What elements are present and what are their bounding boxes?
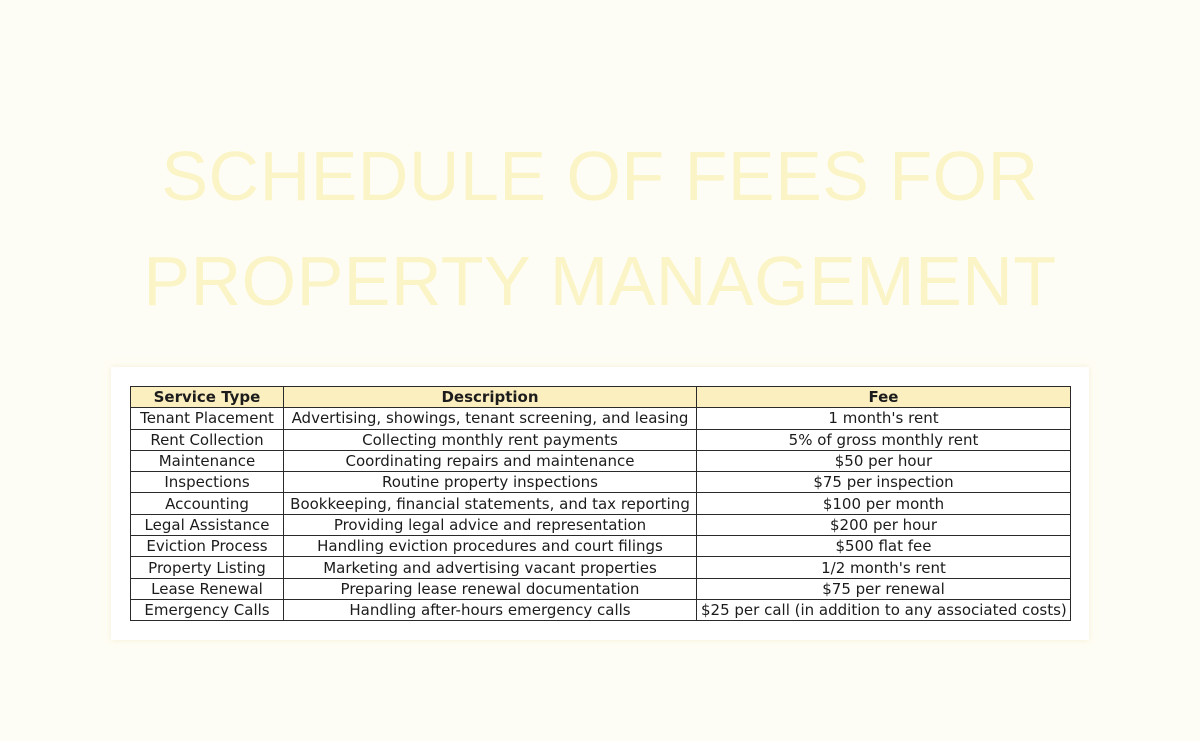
description-cell: Advertising, showings, tenant screening, and leasing xyxy=(284,408,697,429)
fee-cell: $100 per month xyxy=(697,493,1071,514)
fee-schedule-table xyxy=(130,386,1071,621)
page-title-line-1: SCHEDULE OF FEES FOR xyxy=(161,137,1039,215)
fee-cell: $50 per hour xyxy=(697,450,1071,471)
table-row xyxy=(131,578,1071,599)
description-cell: Handling eviction procedures and court filings xyxy=(284,536,697,557)
table-row xyxy=(131,536,1071,557)
service-type-cell: Tenant Placement xyxy=(131,408,284,429)
page-title xyxy=(0,124,1200,334)
service-type-cell: Accounting xyxy=(131,493,284,514)
service-type-cell: Eviction Process xyxy=(131,536,284,557)
description-cell: Coordinating repairs and maintenance xyxy=(284,450,697,471)
column-header-fee: Fee xyxy=(697,387,1071,408)
table-row xyxy=(131,514,1071,535)
service-type-cell: Rent Collection xyxy=(131,429,284,450)
service-type-cell: Maintenance xyxy=(131,450,284,471)
service-type-cell: Emergency Calls xyxy=(131,599,284,620)
table-row xyxy=(131,493,1071,514)
fee-cell: 1 month's rent xyxy=(697,408,1071,429)
service-type-cell: Legal Assistance xyxy=(131,514,284,535)
description-cell: Marketing and advertising vacant properties xyxy=(284,557,697,578)
fee-cell: $25 per call (in addition to any associated costs) xyxy=(697,599,1071,620)
page-title-line-2: PROPERTY MANAGEMENT xyxy=(143,242,1057,320)
table-row xyxy=(131,599,1071,620)
description-cell: Bookkeeping, financial statements, and tax reporting xyxy=(284,493,697,514)
service-type-cell: Inspections xyxy=(131,472,284,493)
description-cell: Routine property inspections xyxy=(284,472,697,493)
table-row xyxy=(131,450,1071,471)
description-cell: Handling after-hours emergency calls xyxy=(284,599,697,620)
service-type-cell: Property Listing xyxy=(131,557,284,578)
fee-cell: 5% of gross monthly rent xyxy=(697,429,1071,450)
description-cell: Providing legal advice and representation xyxy=(284,514,697,535)
service-type-cell: Lease Renewal xyxy=(131,578,284,599)
fee-cell: $200 per hour xyxy=(697,514,1071,535)
table-row xyxy=(131,472,1071,493)
description-cell: Collecting monthly rent payments xyxy=(284,429,697,450)
column-header-service-type: Service Type xyxy=(131,387,284,408)
column-header-description: Description xyxy=(284,387,697,408)
fee-cell: 1/2 month's rent xyxy=(697,557,1071,578)
table-row xyxy=(131,557,1071,578)
fee-cell: $75 per renewal xyxy=(697,578,1071,599)
table-header-row xyxy=(131,387,1071,408)
description-cell: Preparing lease renewal documentation xyxy=(284,578,697,599)
table-row xyxy=(131,429,1071,450)
fee-cell: $75 per inspection xyxy=(697,472,1071,493)
fee-cell: $500 flat fee xyxy=(697,536,1071,557)
table-row xyxy=(131,408,1071,429)
